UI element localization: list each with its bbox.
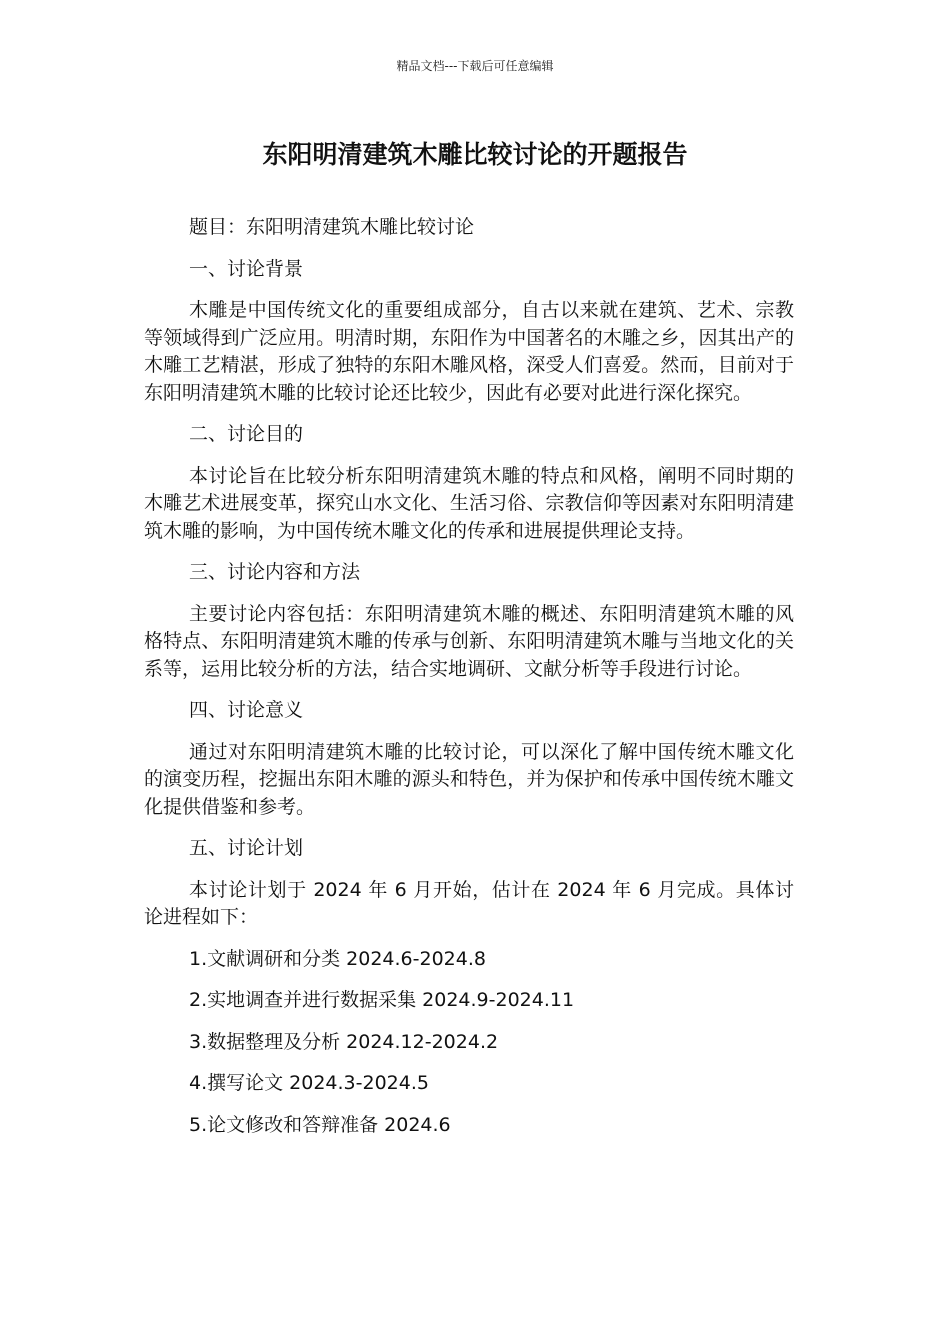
section-text-purpose: 本讨论旨在比较分析东阳明清建筑木雕的特点和风格，阐明不同时期的木雕艺术进展变革，探究山水文化、生活习俗、宗教信仰等因素对东阳明清建筑木雕的影响，为中国传统木雕文化的传承和进展提供理论支持。 <box>144 464 794 542</box>
section-heading-significance: 四、讨论意义 <box>189 699 304 721</box>
section-text-significance: 通过对东阳明清建筑木雕的比较讨论，可以深化了解中国传统木雕文化的演变历程，挖掘出东阳木雕的源头和特色，并为保护和传承中国传统木雕文化提供借鉴和参考。 <box>144 740 794 818</box>
plan-step: 1.文献调研和分类 2024.6-2024.8 <box>189 947 486 970</box>
document-title: 东阳明清建筑木雕比较讨论的开题报告 <box>262 140 688 169</box>
section-text-background: 木雕是中国传统文化的重要组成部分，自古以来就在建筑、艺术、宗教等领域得到广泛应用。明清时期，东阳作为中国著名的木雕之乡，因其出产的木雕工艺精湛，形成了独特的东阳木雕风格，深受人们喜爱。然而，目前对于东阳明清建筑木雕的比较讨论还比较少，因此有必要对此进行深化探究。 <box>144 299 794 404</box>
document-body <box>144 214 794 1153</box>
topic-line: 题目：东阳明清建筑木雕比较讨论 <box>189 216 475 238</box>
section-heading-plan: 五、讨论计划 <box>189 837 304 859</box>
plan-step: 2.实地调查并进行数据采集 2024.9-2024.11 <box>189 989 575 1011</box>
plan-step: 5.论文修改和答辩准备 2024.6 <box>189 1113 451 1136</box>
section-heading-background: 一、讨论背景 <box>189 257 304 280</box>
section-heading-purpose: 二、讨论目的 <box>189 423 304 445</box>
header-note: 精品文档---下载后可任意编辑 <box>396 59 554 73</box>
section-text-plan: 本讨论计划于 2024 年 6 月开始，估计在 2024 年 6 月完成。具体讨论进程如下： <box>144 878 794 928</box>
section-text-content: 主要讨论内容包括：东阳明清建筑木雕的概述、东阳明清建筑木雕的风格特点、东阳明清建筑木雕的传承与创新、东阳明清建筑木雕与当地文化的关系等，运用比较分析的方法，结合实地调研、文献分析等手段进行讨论。 <box>144 602 794 680</box>
plan-step: 3.数据整理及分析 2024.12-2024.2 <box>189 1030 499 1053</box>
plan-step: 4.撰写论文 2024.3-2024.5 <box>189 1072 429 1094</box>
section-heading-content: 三、讨论内容和方法 <box>189 561 361 583</box>
